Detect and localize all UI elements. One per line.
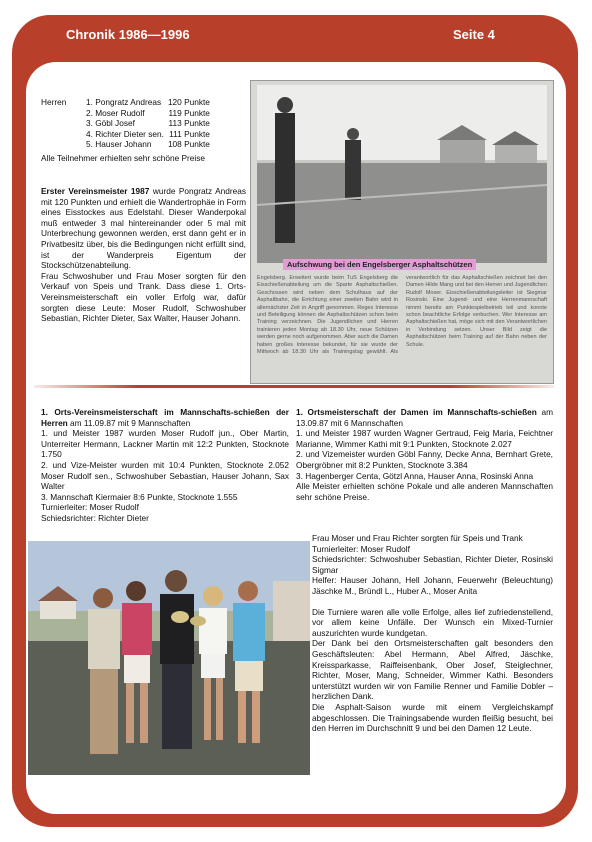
women-title-line [296, 407, 553, 428]
women-org-line: Helfer: Hauser Johann, Hell Johann, Feuerwehr (Beleuchtung) Jäschke M., Bründl L., Huber A., Moser Anita [312, 575, 553, 596]
trophy-winners-photo-image [28, 541, 310, 775]
women-championship-section [296, 407, 553, 502]
ranking-name: 4. Richter Dieter sen. [86, 128, 164, 139]
first-champion-section [41, 186, 246, 324]
ranking-points: 111 Punkte [169, 128, 210, 139]
clipping-photo-image [257, 85, 547, 263]
women-org-line: Frau Moser und Frau Richter sorgten für Speis und Trank [312, 533, 523, 543]
women-line: 2. und Vizemeister wurden Göbl Fanny, Decke Anna, Bernhart Grete, Obergröbner mit 8:2 Punkten, Stocknote 3.384 [296, 449, 553, 470]
section-divider [34, 385, 554, 388]
ranking-points: 120 Punkte [167, 97, 210, 107]
ranking-row [41, 97, 210, 108]
ranking-name: 3. Göbl Josef [86, 118, 135, 129]
women-line: 1. und Meister 1987 wurden Wagner Gertraud, Feig Maria, Feichtner Marianne, Wimmer Kathi mit 9:1 Punkten, Stocknote 2.027 [296, 428, 553, 449]
women-org-line: Turnierleiter: Moser Rudolf [312, 543, 410, 554]
ranking-row [41, 139, 210, 150]
ranking-points: 119 Punkte [168, 107, 210, 118]
closing-paragraph: Die Asphalt-Saison wurde mit einem Vergleichskampf abgeschlossen. Die Trainingsabende wurden fleißig besucht, bei den Herren im Durchschnitt 9 und bei den Damen 12 Leute. [312, 701, 553, 734]
men-title-tail: am 11.09.87 mit 9 Mannschaften [67, 417, 191, 428]
first-champion-paragraph [41, 186, 246, 271]
men-line: Turnierleiter: Moser Rudolf [41, 502, 139, 513]
women-title: 1. Ortsmeisterschaft der Damen im Mannschafts-schießen [296, 407, 537, 417]
men-championship-section [41, 407, 289, 524]
men-line: 2. und Vize-Meister wurden mit 10:4 Punkten, Stocknote 2.052 Moser Rudolf sen., Schwoshuber Sebastian, Hauser Johann, Sax Walter [41, 459, 289, 492]
clipping-photo [257, 85, 547, 263]
ranking-row [41, 108, 210, 119]
newspaper-clipping [250, 80, 554, 384]
trophy-winners-photo [28, 541, 310, 775]
ranking-row [41, 129, 210, 140]
ranking-row [41, 118, 210, 129]
women-title-tail: am 13.09.87 mit 6 Mannschaften [296, 407, 553, 428]
ranking-points: 113 Punkte [168, 118, 210, 129]
clipping-caption: Aufschwung bei den Engelsberger Asphaltschützen [283, 259, 476, 270]
ranking-name: 2. Moser Rudolf [86, 107, 145, 118]
ranking-label: Herren [41, 97, 67, 107]
ranking-note: Alle Teilnehmer erhielten sehr schöne Preise [41, 153, 206, 163]
first-champion-body: wurde Pongratz Andreas mit 120 Punkten und erhielt die Wandertrophäe in Form eines Eisstockes aus Edelstahl. Dieser Wanderpokal muß entweder 3 mal hintereinander oder 5 mal mit Unterbrechung gewonnen werden, erst dann geht er in Privatbesitz über, bis die Bedingungen nicht erfüllt sind, ist der Wanderpreis Eigentum der Stockschützenabteilung. [41, 186, 246, 271]
women-organisation-section [312, 533, 553, 734]
ranking-name: 5. Hauser Johann [86, 139, 152, 150]
men-title: 1. Orts-Vereinsmeisterschaft im Mannschafts-schießen der Herren [41, 407, 289, 428]
first-champion-paragraph-2: Frau Schwoshuber und Frau Moser sorgten für den Verkauf von Speis und Trank. Dass diese 1. Orts-Vereinsmeisterschaft ein voller Erfolg war, dafür sorgten diese Leute: Moser Rudolf, Schwoshuber Sebastian, Richter Dieter, Sax Walter, Hauser Johann. [41, 270, 246, 324]
first-champion-title: Erster Vereinsmeister 1987 [41, 186, 150, 196]
women-line: Alle Meister erhielten schöne Pokale und alle anderen Mannschaften sehr schöne Preise. [296, 481, 553, 502]
closing-paragraph: Der Dank bei den Ortsmeisterschaften galt besonders den Geschäftsleuten: Abel Hermann, Abel Alfred, Jäschke, Kreissparkasse, Raiffeisenbank, Ober Josef, Steiglechner, Richter, Moser, Mang, Schneider, Wimmer Kathi. Besonders unterstützt wurden wir von Familie Renner und Familie Dobler – herzlichen Dank. [312, 638, 553, 702]
ranking-table [41, 97, 210, 150]
men-line: 3. Mannschaft Kiermaier 8:6 Punkte, Stocknote 1.555 [41, 491, 238, 502]
page-number: Seite 4 [453, 27, 495, 42]
men-line: Schiedsrichter: Richter Dieter [41, 512, 149, 523]
men-line: 1. und Meister 1987 wurden Moser Rudolf jun., Ober Martin, Unterreiter Hermann, Lackner Martin mit 12:2 Punkten, Stocknote 1.750 [41, 428, 289, 460]
closing-paragraph: Die Turniere waren alle volle Erfolge, alles lief zufriedenstellend, vor allem keine Unfälle. Der Wunsch ein Mixed-Turnier auszurichten wurde kundgetan. [312, 606, 553, 638]
women-org-line: Schiedsrichter: Schwoshuber Sebastian, Richter Dieter, Rosinski Sigmar [312, 554, 553, 575]
men-title-line [41, 407, 289, 428]
ranking-name: 1. Pongratz Andreas [86, 97, 162, 107]
chronicle-title: Chronik 1986—1996 [66, 27, 190, 42]
women-line: 3. Hagenberger Centa, Götzl Anna, Hauser Anna, Rosinski Anna [296, 470, 534, 481]
clipping-text: Engelsberg. Erweitert wurde beim TuS Engelsberg die Eisschießenabteilung um die Sparte Asphaltschießen. Geschossen wird neben dem Schulhaus auf der Asphaltbahn, die Errichtung einer zweiten Bahn wird in allernächster Zeit in Angriff genommen. Reges Interesse und Beteiligung können die Asphaltschützen schon beim Training verzeichnen. Die Jugendlichen und Herren trainieren jeden Montag ab 18.30 Uhr, neue Schützen werden gerne noch aufgenommen. Aber auch die Damen haben großes Interesse bekundet, für sie wurde der Mittwoch ab 18.30 Uhr als Trainingstag gewählt. Als verantwortlich für das Asphaltschießen zeichnet bei den Damen Hilde Mang und bei den Herren und Jugendlichen Rudolf Moser. Eisschießenabteilungsleiter ist Siegmar Rosinski. Eine Jugend- und eine Herrenmannschaft nimmt bereits am Punktespielbetrieb teil und konnte schon beachtliche Erfolge verbuchen. Wer Interesse am Asphaltschießen hat, möge sich mit den Verantwortlichen in Verbindung setzen. Unser Bild zeigt die Asphaltschützen beim Training auf der Bahn neben der Schule. [257, 275, 547, 356]
ranking-points: 108 Punkte [167, 139, 210, 150]
